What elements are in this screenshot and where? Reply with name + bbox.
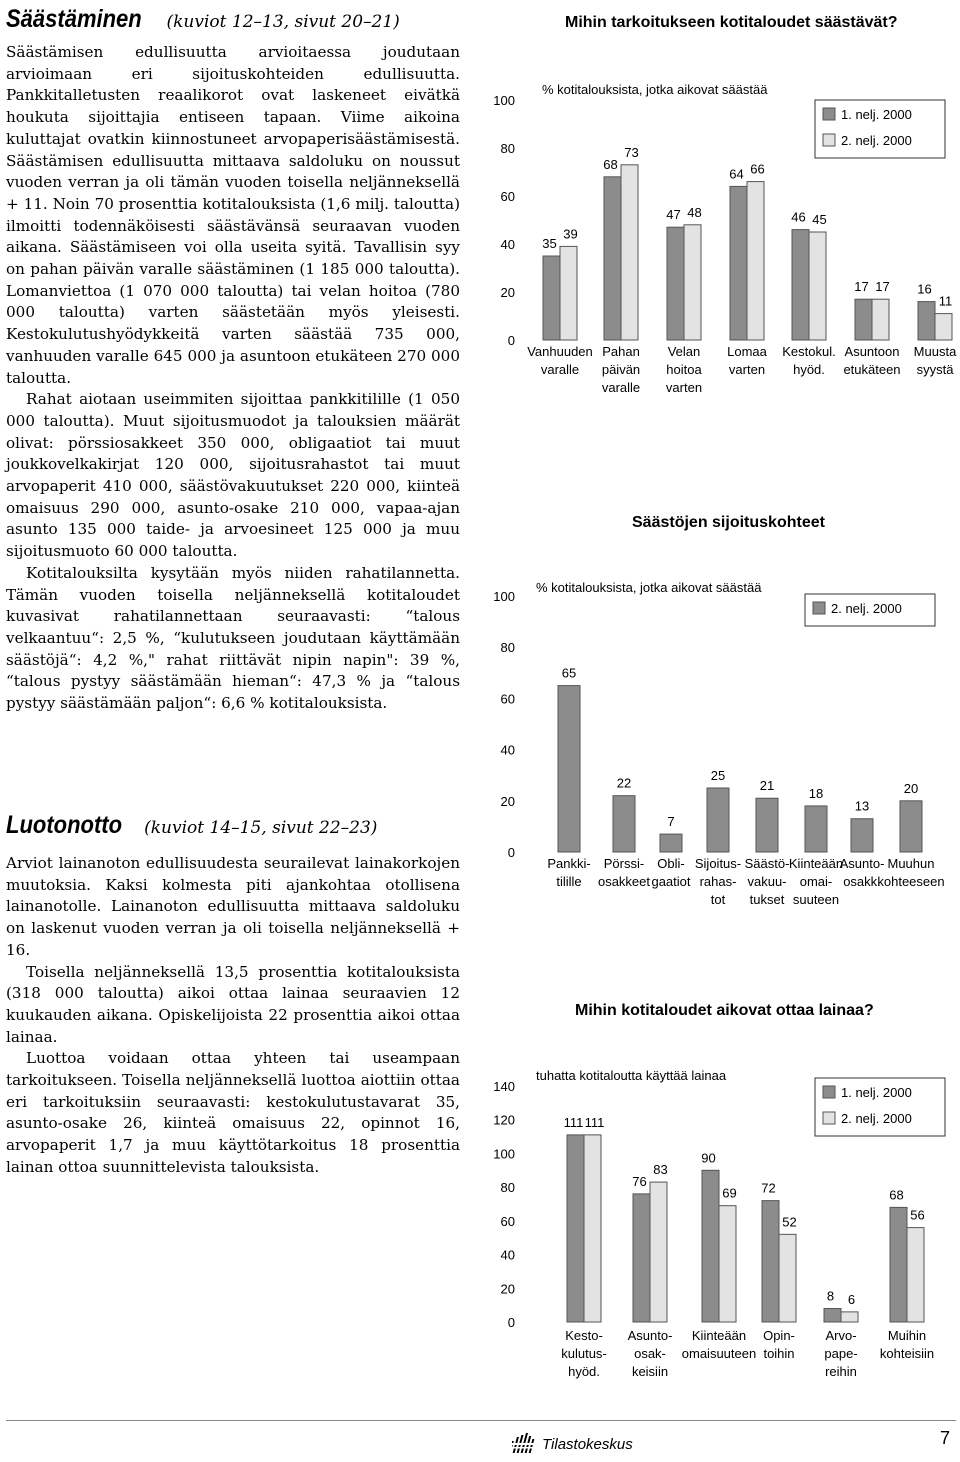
category-label-line: Kiinteään [691, 1328, 747, 1343]
category-label-line: tilille [556, 874, 582, 889]
category-label-line: Lomaa [727, 344, 767, 359]
category-label-line: Sijoitus- [694, 856, 742, 871]
bar [792, 230, 809, 340]
bar [667, 227, 684, 340]
category-label-line: Velan [667, 344, 701, 359]
data-label: 66 [750, 161, 765, 177]
section-saastaminen [6, 4, 460, 715]
y-tick-label: 40 [500, 237, 515, 252]
data-label: 21 [759, 778, 775, 794]
category-label-line: pape- [824, 1346, 858, 1361]
y-tick-label: 0 [507, 1315, 515, 1330]
bar [613, 796, 635, 852]
category-label [763, 1328, 795, 1361]
data-label: 46 [791, 209, 806, 225]
category-label [547, 856, 590, 889]
category-label-line: Vanhuuden [527, 344, 593, 359]
section-title: Luotonotto [6, 811, 123, 839]
bar [900, 801, 922, 852]
category-label [727, 344, 768, 377]
data-label: 25 [710, 768, 726, 783]
category-label-line: varalle [540, 362, 580, 377]
y-tick-label: 60 [500, 189, 515, 204]
data-label: 76 [632, 1173, 647, 1189]
data-label: 17 [875, 279, 890, 295]
paragraph: Säästämisen edullisuutta arvioitaessa joudutaan arvioimaan eri sijoituskohteiden edullisuutta. Pankkitalletusten reaalikorot ovat laskeneet eivätkä houkuta sijoittajia entiseen tapaan. Viime aikoina kuluttajat ovatkin kiinnostuneet arvopaperisäästämisestä. Säästämisen edullisuutta mittaava saldoluku on noussut vuoden verran ja oli tämän vuoden toisella neljänneksellä + 11. Noin 70 prosenttia kotitalouksista (1,6 milj. taloutta) ilmoitti todennäköisesti säästävänsä seuraavan vuoden aikana. Säästämiseen voi olla useita syitä. Tavallisin syy on pahan päivän varalle säästäminen (1 185 000 taloutta). Lomanviettoa (1 070 000 taloutta) tai velan hoitoa (780 000 taloutta) varten säästetään myös yleisesti. Kestokulutushyödykkeitä varten säästää 735 000, vanhuuden varalle 645 000 ja asuntoon etukäteen 270 000 taloutta. [6, 43, 460, 387]
category-label-line: Säästö- [744, 856, 790, 871]
data-label: 90 [701, 1150, 716, 1166]
category-label-line: Pankki- [547, 856, 591, 871]
category-label-line: Pörssi- [603, 856, 645, 871]
y-tick-label: 20 [500, 1281, 515, 1297]
y-axis-label: % kotitalouksista, jotka aikovat säästää [536, 580, 762, 595]
category-label-line: Muuhun [887, 856, 935, 871]
chart-saving-purposes [470, 40, 960, 410]
y-tick-label: 100 [493, 589, 515, 604]
bar [935, 314, 952, 340]
data-label: 7 [667, 814, 675, 830]
bar [560, 246, 577, 340]
category-label-line: Kesto- [565, 1328, 603, 1343]
category-label-line: Muihin [887, 1328, 927, 1343]
y-tick-label: 0 [507, 845, 515, 860]
category-label-line: Opin- [763, 1328, 795, 1343]
category-label-line: rahas- [699, 874, 737, 889]
section-reference: (kuviot 14–15, sivut 22–23) [144, 818, 378, 838]
category-label-line: osakk. [843, 874, 881, 889]
chart-title: Mihin kotitaloudet aikovat ottaa lainaa? [575, 1002, 874, 1019]
logo-icon [512, 1433, 536, 1455]
section-heading [6, 4, 460, 37]
y-tick-label: 0 [507, 333, 515, 348]
bar [621, 165, 638, 340]
bar [809, 232, 826, 340]
y-axis-label: % kotitalouksista, jotka aikovat säästää [542, 82, 768, 97]
bar [604, 177, 621, 340]
category-label-line: Muusta [913, 344, 957, 359]
legend [815, 1078, 945, 1136]
category-label-line: kohteeseen [877, 874, 945, 889]
paragraph: Toisella neljänneksellä 13,5 prosenttia kotitalouksista (318 000 taloutta) aikoi ottaa lainaa seuraavien 12 kuukauden aikana. Opiskelijoista 22 prosenttia aikoi ottaa lainaa. [6, 962, 460, 1046]
y-tick-label: 120 [493, 1112, 515, 1128]
legend-swatch [823, 108, 835, 120]
bar [918, 302, 935, 340]
chart-savings-targets [470, 568, 960, 908]
category-label-line: omaisuuteen [681, 1346, 757, 1361]
y-tick-label: 20 [500, 285, 515, 300]
category-label [561, 1328, 607, 1379]
bar [779, 1234, 796, 1322]
data-label: 16 [917, 281, 932, 297]
data-label: 11 [938, 293, 953, 309]
section-title: Säästäminen [6, 5, 142, 33]
bar [702, 1170, 719, 1322]
bar [855, 299, 872, 340]
legend-label: 2. nelj. 2000 [831, 601, 902, 616]
bar [633, 1194, 650, 1322]
bar [660, 834, 682, 852]
data-label: 48 [687, 204, 702, 220]
category-label [782, 344, 835, 377]
data-label: 52 [782, 1214, 797, 1230]
data-label: 83 [653, 1162, 668, 1178]
legend-label: 1. nelj. 2000 [841, 107, 912, 122]
category-label-line: omai- [799, 874, 833, 889]
category-label-line: varten [665, 380, 703, 395]
section-body [6, 42, 460, 715]
legend-label: 2. nelj. 2000 [841, 133, 912, 148]
bar [543, 256, 560, 340]
category-label-line: syystä [916, 362, 954, 377]
page-number: 7 [939, 1428, 950, 1448]
category-label-line: tukset [749, 892, 785, 907]
category-label-line: hyöd. [793, 362, 825, 377]
category-label [789, 856, 843, 907]
legend-label: 2. nelj. 2000 [841, 1111, 912, 1126]
category-label [695, 856, 741, 907]
data-label: 73 [624, 144, 639, 160]
category-label [682, 1328, 756, 1361]
data-label: 68 [889, 1187, 904, 1203]
category-label [651, 856, 690, 889]
y-tick-label: 80 [500, 1180, 515, 1196]
y-axis-label: tuhatta kotitaloutta käyttää lainaa [536, 1068, 727, 1083]
category-label [666, 344, 703, 395]
category-label-line: reihin [825, 1364, 857, 1379]
tilastokeskus-logo [512, 1433, 633, 1455]
category-label-line: kulutus- [561, 1346, 607, 1361]
bar [841, 1312, 858, 1322]
paragraph: Luottoa voidaan ottaa yhteen tai useampaan tarkoitukseen. Toisella neljänneksellä luottoa aiottiin ottaa eri tarkoituksiin seuraavasti: kestokulutustavarat 35, asunto-osake 26, kiinteä omaisuus 22, opinnot 16, arvopaperit 1,7 ja muu käyttötarkoitus 18 prosenttia lainan ottoa suunnittelevista talouksista. [6, 1049, 460, 1176]
data-label: 18 [808, 785, 824, 801]
category-label-line: osakkeet [597, 874, 651, 889]
category-label [914, 344, 957, 377]
data-label: 20 [903, 780, 919, 796]
data-label: 68 [603, 156, 618, 172]
category-label [602, 344, 640, 395]
y-tick-label: 100 [493, 93, 515, 108]
data-label: 17 [854, 279, 869, 295]
category-label-line: hyöd. [568, 1364, 600, 1379]
category-label-line: kohteisiin [879, 1346, 935, 1361]
logo-text: Tilastokeskus [542, 1435, 633, 1453]
y-tick-label: 20 [500, 793, 515, 809]
category-label-line: osak- [634, 1346, 666, 1361]
bar [684, 225, 701, 340]
legend [815, 100, 945, 158]
category-label-line: Pahan [602, 344, 640, 359]
y-tick-label: 80 [500, 640, 515, 656]
bar [890, 1207, 907, 1322]
category-label-line: tot [710, 892, 726, 907]
category-label-line: Obli- [657, 856, 685, 871]
legend-swatch [823, 1086, 835, 1098]
category-label [598, 856, 650, 889]
section-luotonotto [6, 810, 460, 1179]
data-label: 65 [561, 665, 577, 681]
y-tick-label: 60 [500, 691, 515, 707]
legend [805, 594, 935, 626]
bar [567, 1135, 584, 1322]
legend-label: 1. nelj. 2000 [841, 1085, 912, 1100]
data-label: 39 [563, 226, 578, 242]
bar [824, 1309, 841, 1322]
category-label-line: Asuntoon [844, 344, 900, 359]
bar [584, 1135, 601, 1322]
legend-swatch [823, 134, 835, 146]
bar [730, 186, 747, 340]
legend-swatch [813, 602, 825, 614]
bar [650, 1182, 667, 1322]
data-label: 13 [854, 798, 870, 814]
data-label: 6 [847, 1291, 856, 1307]
bar [872, 299, 889, 340]
y-tick-label: 60 [500, 1213, 515, 1229]
data-label: 47 [666, 207, 681, 223]
bar [747, 182, 764, 340]
data-label: 69 [722, 1185, 737, 1201]
data-label: 35 [542, 236, 557, 251]
data-label: 56 [910, 1207, 925, 1223]
chart-loan-purposes [470, 1058, 960, 1398]
y-tick-label: 140 [493, 1079, 515, 1094]
category-label-line: Kestokul. [782, 344, 836, 359]
data-label: 22 [616, 775, 632, 791]
category-label-line: suuteen [792, 892, 840, 907]
category-label [880, 1328, 934, 1361]
data-label: 111 [563, 1114, 584, 1130]
category-label [745, 856, 790, 907]
category-label-line: varten [728, 362, 766, 377]
category-label [824, 1328, 857, 1379]
category-label-line: varalle [601, 380, 641, 395]
category-label-line: vakuu- [747, 874, 787, 889]
category-label [843, 344, 900, 377]
paragraph: Arviot lainanoton edullisuudesta seurailevat lainakorkojen muutoksia. Kaksi kolmesta piti ajankohtaa otollisena lainanotolle. Lainanoton edullisuutta mittaava saldoluku on laskenut vuoden verran ja oli toisella neljänneksellä + 16. [6, 854, 460, 959]
paragraph: Kotitalouksilta kysytään myös niiden rahatilannetta. Tämän vuoden toisella neljänneksellä kotitaloudet kuvasivat rahatilannettaan seuraavasti: “talous velkaantuu“: 2,5 %, “kulutukseen joudutaan käyttämään säästöjä“: 4,2 %," rahat riittävät nipin napin": 39 %, “talous pystyy säästämään hieman“: 47,3 % ja “talous pystyy säästämään paljon“: 6,6 % kotitalouksista. [6, 563, 460, 713]
category-label-line: toihin [763, 1346, 795, 1361]
section-heading [6, 810, 460, 843]
category-label-line: päivän [601, 362, 641, 377]
y-tick-label: 40 [500, 742, 515, 758]
data-label: 64 [729, 166, 744, 182]
category-label [877, 856, 944, 889]
section-reference: (kuviot 12–13, sivut 20–21) [166, 12, 400, 32]
category-label-line: Asunto- [839, 856, 885, 871]
category-label [628, 1328, 673, 1379]
category-label [527, 344, 593, 377]
category-label-line: keisiin [631, 1364, 669, 1379]
bar [762, 1201, 779, 1322]
data-label: 72 [761, 1180, 776, 1196]
y-tick-label: 40 [500, 1247, 515, 1263]
category-label-line: Asunto- [627, 1328, 673, 1343]
bar [558, 686, 580, 852]
data-label: 111 [584, 1114, 605, 1130]
y-tick-label: 100 [493, 1146, 515, 1162]
footer-rule [6, 1420, 956, 1421]
section-body [6, 853, 460, 1179]
bar [756, 798, 778, 852]
bar [851, 819, 873, 852]
y-tick-label: 80 [500, 141, 515, 156]
data-label: 45 [812, 212, 827, 227]
chart-title: Säästöjen sijoituskohteet [632, 514, 825, 531]
legend-swatch [823, 1112, 835, 1124]
category-label-line: hoitoa [666, 362, 702, 377]
category-label-line: gaatiot [651, 874, 691, 889]
chart-title: Mihin tarkoitukseen kotitaloudet säästävät? [565, 14, 898, 31]
data-label: 8 [826, 1288, 835, 1304]
category-label-line: Kiinteään [788, 856, 844, 871]
bar [805, 806, 827, 852]
bar [719, 1206, 736, 1322]
bar [707, 788, 729, 852]
bar [907, 1228, 924, 1322]
category-label-line: Arvo- [825, 1328, 857, 1343]
paragraph: Rahat aiotaan useimmiten sijoittaa pankkitilille (1 050 000 taloutta). Muut sijoitusmuodot ja talouksien määrät olivat: pörssiosakkeet 350 000, obligaatiot tai muut joukkovelkakirjat 120 000, sijoitusrahastot tai muut arvopaperit 410 000, säästövakuutukset 220 000, kiinteä omaisuus 290 000, asunto-osake 210 000, vapaa-ajan asunto 135 000 taide- ja arvoesineet 125 000 ja muu sijoitusmuoto 60 000 taloutta. [6, 390, 460, 561]
category-label-line: etukäteen [843, 362, 901, 377]
